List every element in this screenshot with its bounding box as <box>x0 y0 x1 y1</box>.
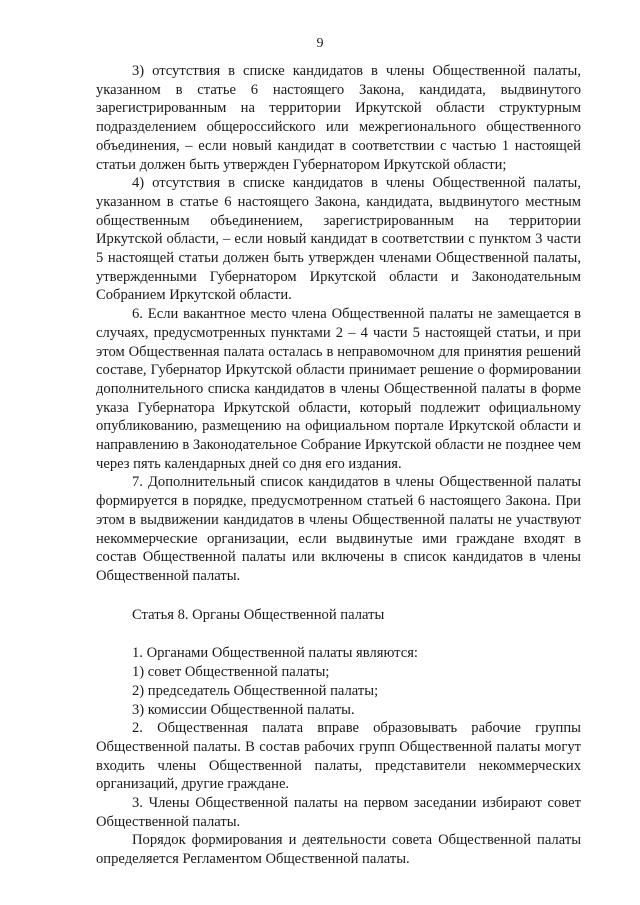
list-item-commissions: 3) комиссии Общественной палаты. <box>132 701 355 718</box>
paragraph-part-6: 6. Если вакантное место члена Общественной палаты не замещается в случаях, предусмотренных пунктами 2 – 4 части 5 настоящей статьи, и при этом Общественная палата осталась в неправомочном для принятия решений составе, Губернатор Иркутской области принимает решение о формировании дополнительного списка кандидатов в члены Общественной палаты в форме указа Губернатора Иркутской области, который подлежит официальному опубликованию, размещению на официальном портале Иркутской области и направлению в Законодательное Собрание Иркутской области не позднее чем через пять календарных дней со дня его издания. <box>96 306 581 472</box>
paragraph-part-7: 7. Дополнительный список кандидатов в члены Общественной палаты формируется в порядке, предусмотренном статьей 6 настоящего Закона. При этом в выдвижении кандидатов в члены Общественной палаты не участвуют некоммерческие организации, если выдвинутые ими граждане входят в состав Общественной палаты или включены в список кандидатов в члены Общественной палаты. <box>96 474 581 584</box>
paragraph-council-procedure: Порядок формирования и деятельности совета Общественной палаты определяется Регламентом Общественной палаты. <box>96 832 581 868</box>
page-number: 9 <box>316 36 324 51</box>
list-item-chairman: 2) председатель Общественной палаты; <box>132 682 379 699</box>
paragraph-item-4: 4) отсутствия в списке кандидатов в члены Общественной палаты, указанном в статье 6 настоящего Закона, кандидата, выдвинутого местным общественным объединением, зарегистрированным на территории Иркутской области, – если новый кандидат в соответствии с пунктом 3 части 5 настоящей статьи должен быть утвержден членами Общественной палаты, утвержденными Губернатором Иркутской области и Законодательным Собранием Иркутской области. <box>96 175 581 304</box>
paragraph-part-2: 2. Общественная палата вправе образовывать рабочие группы Общественной палаты. В состав рабочих групп Общественной палаты могут входить члены Общественной палаты, представители некоммерческих организаций, другие граждане. <box>96 720 581 793</box>
article-heading: Статья 8. Органы Общественной палаты <box>132 606 385 623</box>
paragraph-item-3: 3) отсутствия в списке кандидатов в члены Общественной палаты, указанном в статье 6 настоящего Закона, кандидата, выдвинутого зарегистрированным на территории Иркутской области структурным подразделением общероссийского или межрегионального общественного объединения, – если новый кандидат в соответствии с частью 1 настоящей статьи должен быть утвержден Губернатором Иркутской области; <box>96 63 581 173</box>
paragraph-part-3: 3. Члены Общественной палаты на первом заседании избирают совет Общественной палаты. <box>96 795 581 830</box>
list-item-council: 1) совет Общественной палаты; <box>132 664 330 681</box>
document-body <box>96 62 581 869</box>
paragraph-part-1: 1. Органами Общественной палаты являются: <box>132 645 418 662</box>
